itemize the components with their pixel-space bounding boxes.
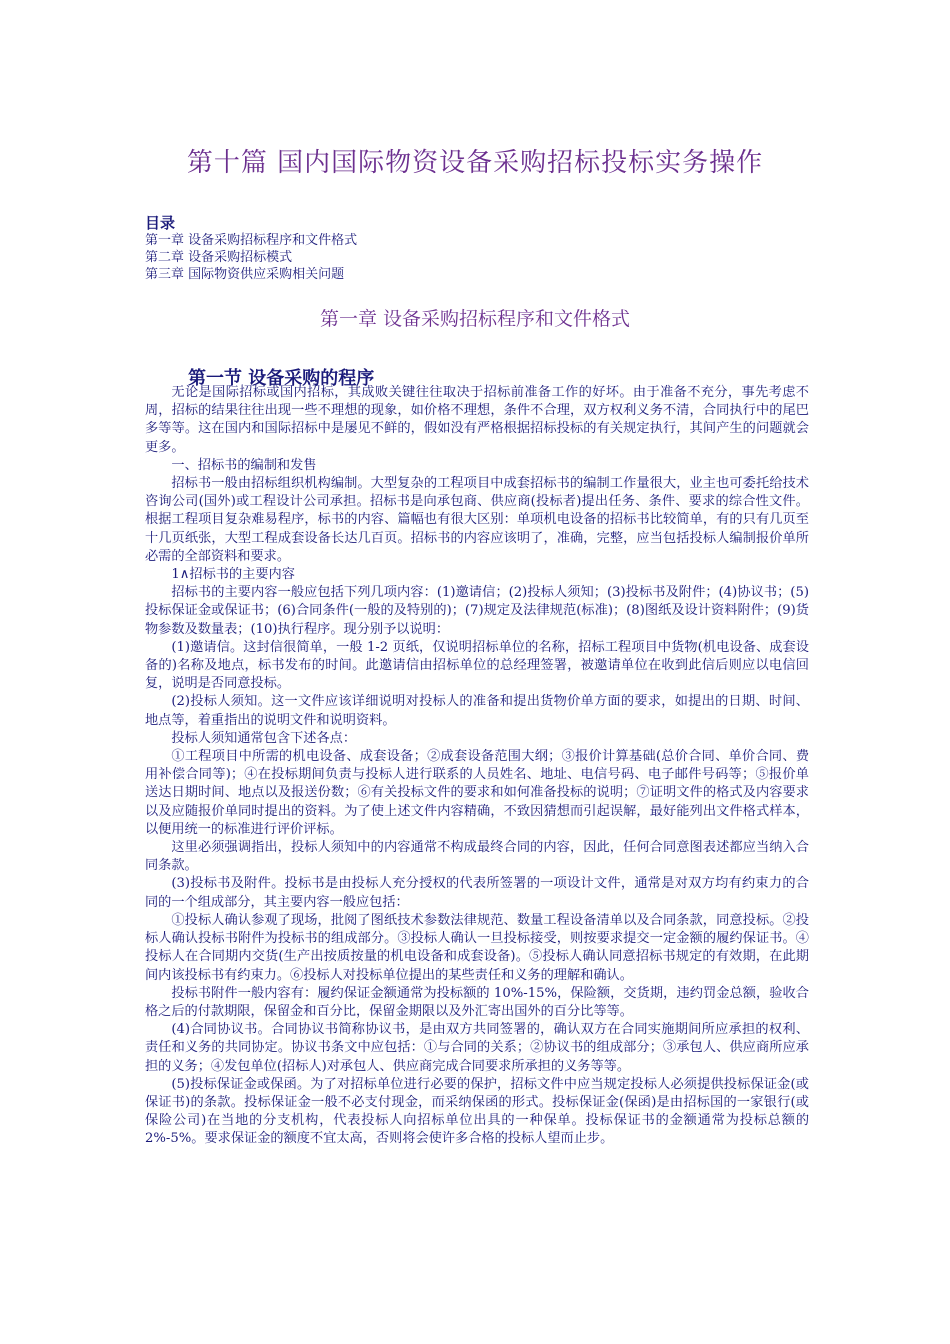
paragraph-heading-1: 一、招标书的编制和发售 [171,457,317,473]
chapter-title: 第一章 设备采购招标程序和文件格式 [319,308,631,330]
toc-item-chapter-1: 第一章 设备采购招标程序和文件格式 [145,233,358,248]
paragraph-emphasis: 这里必须强调指出，投标人须知中的内容通常不构成最终合同的内容，因此，任何合同意图表述都应当纳入合同条款。 [145,840,809,874]
paragraph-bid-bond: (5)投标保证金或保函。为了对招标单位进行必要的保护，招标文件中应当规定投标人必须提供投标保证金(或保证书)的条款。投标保证金一般不必支付现金，而采纳保函的形式。投标保证金(保函)是由招标国的一家银行(或保险公司)在当地的分支机构，代表投标人向招标单位出具的一种保单。投标保证书的金额通常为投标总额的 2%-5%。要求保证金的额度不宜太高，否则将会使许多合格的投标人望而止步。 [145,1076,809,1147]
table-of-contents [145,214,357,283]
paragraph-instructions: (2)投标人须知。这一文件应该详细说明对投标人的准备和提出货物价单方面的要求，如提出的日期、时间、地点等，着重指出的说明文件和说明资料。 [145,694,809,728]
paragraph-bid-form-list: ①投标人确认参观了现场，批阅了图纸技术参数法律规范、数量工程设备清单以及合同条款，同意投标。②投标人确认投标书附件为投标书的组成部分。③投标人确认一旦投标接受，则按要求提交一定金额的履约保证书。④投标人在合同期内交货(生产出按质按量的机电设备和成套设备)。⑤投标人确认同意招标书规定的有效期，在此期间内该投标书有约束力。⑥投标人对投标单位提出的某些责任和义务的理解和确认。 [145,912,809,983]
toc-heading: 目录 [145,214,176,232]
paragraph-invitation: (1)邀请信。这封信很简单，一般 1-2 页纸，仅说明招标单位的名称，招标工程项目中货物(机电设备、成套设备的)名称及地点，标书发布的时间。此邀请信由招标单位的总经理签署，被邀请单位在收到此信后则应以电信回复，说明是否同意投标。 [145,639,809,692]
paragraph-agreement: (4)合同协议书。合同协议书简称协议书，是由双方共同签署的，确认双方在合同实施期间所应承担的权利、责任和义务的共同协定。协议书条文中应包括：①与合同的关系；②协议书的组成部分；③承包人、供应商所应承担的义务；④发包单位(招标人)对承包人、供应商完成合同要求所承担的义务等等。 [145,1022,809,1074]
paragraph-bid-form: (3)投标书及附件。投标书是由投标人充分授权的代表所签署的一项设计文件，通常是对双方均有约束力的合同的一个组成部分，其主要内容一般应包括： [145,876,809,910]
paragraph-instructions-intro: 投标人须知通常包含下述各点： [171,730,357,746]
document-title: 第十篇 国内国际物资设备采购招标投标实务操作 [186,148,764,178]
paragraph-instructions-list: ①工程项目中所需的机电设备、成套设备；②成套设备范围大纲；③报价计算基础(总价合同、单价合同、费用补偿合同等)；④在投标期间负责与投标人进行联系的人员姓名、地址、电信号码、电子邮件号码等；⑤报价单送达日期时间、地点以及报送份数；⑥有关投标文件的要求和如何准备投标的说明；⑦证明文件的格式及内容要求以及应随报价单同时提出的资料。为了使上述文件内容精确，不致因猜想而引起误解，最好能列出文件格式样本，以便用统一的标准进行评价评标。 [145,749,809,837]
section-title: 第一节 设备采购的程序 [188,368,375,389]
toc-item-chapter-2: 第二章 设备采购招标模式 [145,250,293,265]
body-text [145,384,809,1149]
paragraph-bid-appendix: 投标书附件一般内容有：履约保证金额通常为投标额的 10%-15%，保险额，交货期，违约罚金总额，验收合格之后的付款期限，保留金和百分比，保留金期限以及外汇寄出国外的百分比等等。 [145,985,809,1019]
toc-item-chapter-3: 第三章 国际物资供应采购相关问题 [145,267,345,282]
paragraph-intro: 无论是国际招标或国内招标，其成败关键往往取决于招标前准备工作的好坏。由于准备不充分，事先考虑不周，招标的结果往往出现一些不理想的现象，如价格不理想，条件不合理，双方权利义务不清，合同执行中的尾巴多等等。这在国内和国际招标中是屡见不鲜的，假如没有严格根据招标投标的有关规定执行，其间产生的问题就会更多。 [145,385,809,455]
paragraph-tender-doc: 招标书一般由招标组织机构编制。大型复杂的工程项目中成套招标书的编制工作量很大，业主也可委托给技术咨询公司(国外)或工程设计公司承担。招标书是向承包商、供应商(投标者)提出任务、条件、要求的综合性文件。根据工程项目复杂难易程序，标书的内容、篇幅也有很大区别：单项机电设备的招标书比较简单，有的只有几页至十几页纸张，大型工程成套设备长达几百页。招标书的内容应该明了，准确，完整，应当包括投标人编制报价单所必需的全部资料和要求。 [145,476,809,564]
paragraph-main-content: 招标书的主要内容一般应包括下列几项内容：(1)邀请信；(2)投标人须知；(3)投标书及附件；(4)协议书；(5)投标保证金或保证书；(6)合同条件(一般的及特别的)；(7)规定及法律规范(标准)；(8)图纸及设计资料附件；(9)货物参数及数量表；(10)执行程序。现分别予以说明： [145,585,809,637]
paragraph-subheading-1: 1∧招标书的主要内容 [171,567,295,583]
